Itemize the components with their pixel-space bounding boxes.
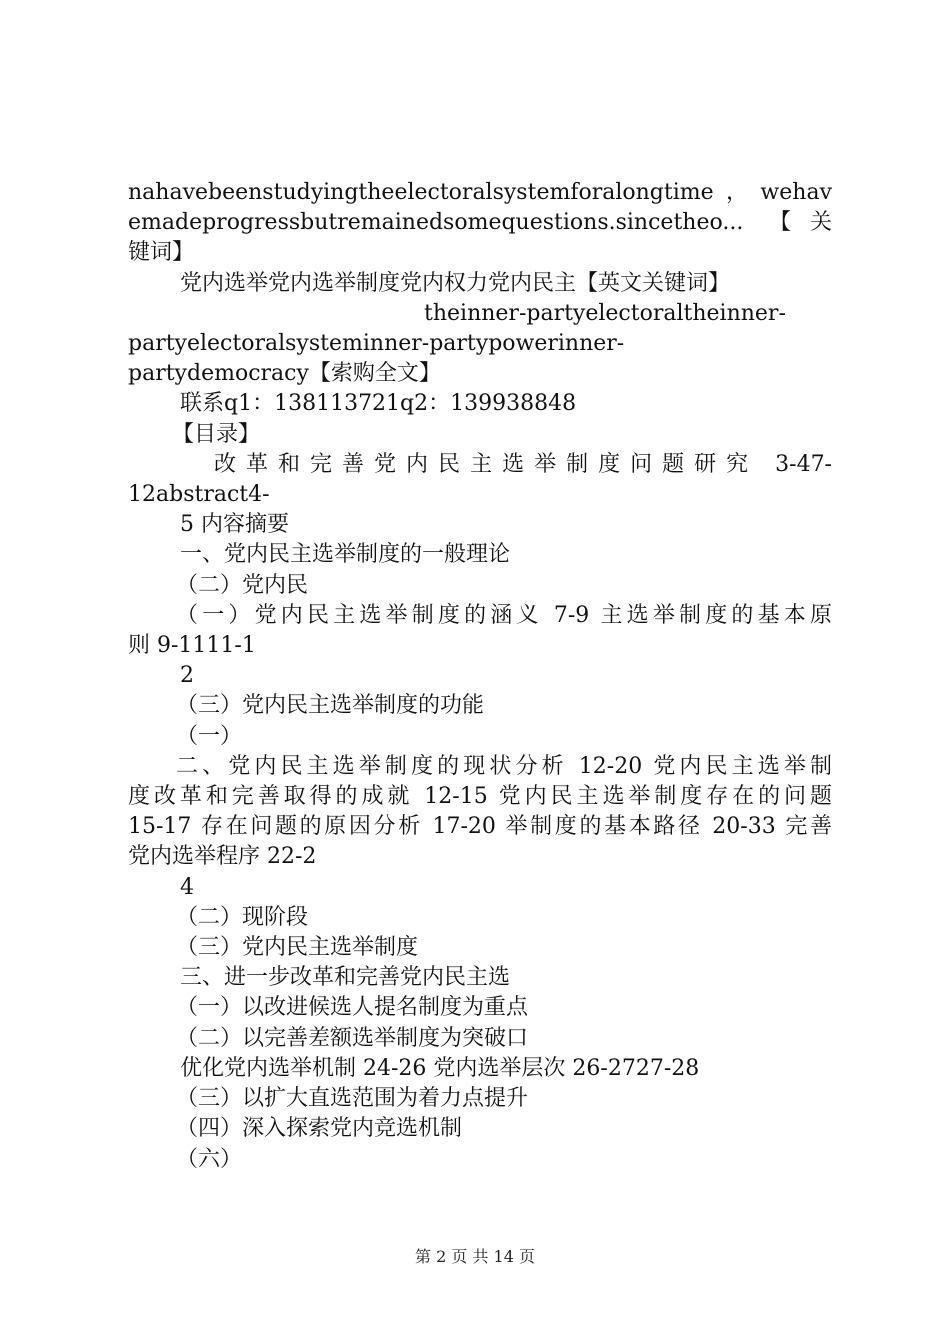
toc-item-cont: 4	[180, 874, 194, 900]
toc-heading: 【目录】	[172, 421, 261, 447]
contact-line: 联系q1：138113721q2：139938848	[180, 391, 577, 417]
toc-item: （二）以完善差额选举制度为突破口	[176, 1025, 529, 1051]
toc-item: （三）党内民主选举制度的功能	[176, 693, 485, 719]
page-footer: 第 2 页 共 14 页	[415, 1247, 535, 1266]
abstract-line-2: emadeprogressbutremainedsomequestions.sincetheo... 【关	[128, 210, 832, 236]
toc-item: （三）党内民主选举制度	[176, 935, 419, 961]
english-keywords-line-2: partyelectoralsysteminner-partypowerinner-	[128, 331, 625, 357]
toc-item: （六）	[176, 1146, 243, 1172]
toc-item-cont: 2	[180, 663, 194, 689]
toc-section-2: 二、党内民主选举制度的现状分析 12-20 党内民主选举制	[176, 753, 832, 779]
toc-item: （二）党内民	[176, 572, 309, 598]
toc-item: （二）现阶段	[176, 904, 309, 930]
toc-section-2-cont: 度改革和完善取得的成就 12-15 党内民主选举制度存在的问题	[128, 784, 832, 810]
keywords-line: 党内选举党内选举制度党内权力党内民主【英文关键词】	[180, 270, 731, 296]
toc-section-2-cont: 党内选举程序 22-2	[128, 844, 317, 870]
toc-item: （一）以改进候选人提名制度为重点	[176, 995, 529, 1021]
toc-section-2-cont: 15-17 存在问题的原因分析 17-20 举制度的基本路径 20-33 完善	[128, 814, 832, 840]
toc-section-3: 三、进一步改革和完善党内民主选	[180, 965, 511, 991]
keywords-label: 键词】	[128, 240, 195, 266]
english-keywords-line-3: partydemocracy【索购全文】	[128, 361, 441, 387]
toc-item: 优化党内选举机制 24-26 党内选举层次 26-2727-28	[180, 1055, 700, 1081]
abstract-line-1: nahavebeenstudyingtheelectoralsystemforalongtime，wehav	[128, 180, 832, 205]
toc-section-1: 一、党内民主选举制度的一般理论	[180, 542, 511, 568]
english-keywords-line-1: theinner-partyelectoraltheinner-	[424, 300, 786, 326]
toc-item-cont: 则 9-1111-1	[128, 633, 256, 659]
toc-line-summary: 5 内容摘要	[180, 512, 289, 538]
document-body	[128, 178, 832, 1175]
toc-item: （四）深入探索党内竞选机制	[176, 1116, 463, 1142]
toc-item: （一）党内民主选举制度的涵义 7-9 主选举制度的基本原	[176, 602, 832, 628]
toc-line-title: 改革和完善党内民主选举制度问题研究 3-47-	[214, 451, 832, 477]
toc-item: （三）以扩大直选范围为着力点提升	[176, 1086, 529, 1112]
toc-line-abstract: 12abstract4-	[128, 482, 270, 508]
toc-item: （一）	[176, 723, 243, 749]
